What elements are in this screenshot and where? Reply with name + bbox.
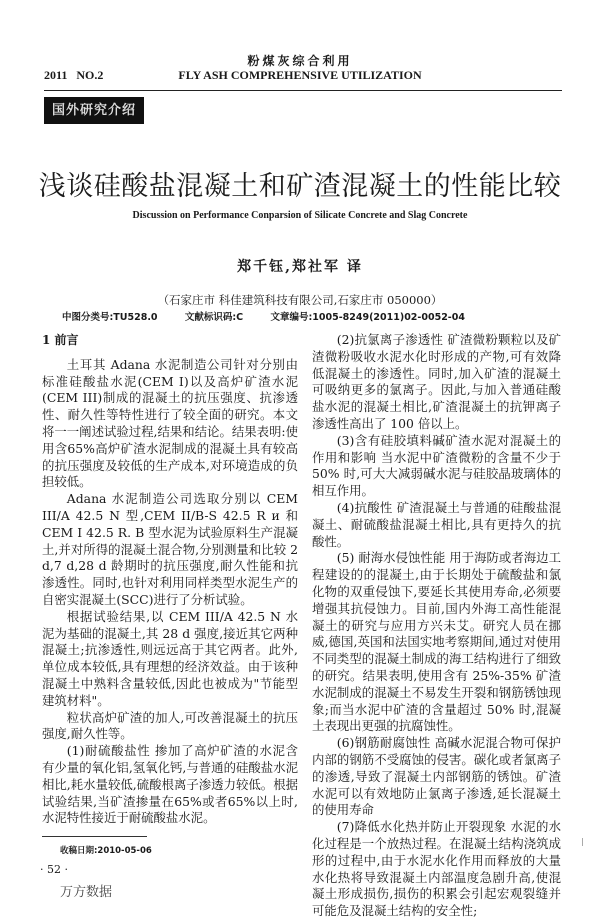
paragraph: 粒状高炉矿渣的加人,可改善混凝土的抗压强度,耐久性等。 [42, 709, 298, 742]
paragraph: (4)抗酸性 矿渣混凝土与普通的硅酸盐混凝土、耐硫酸盐混凝土相比,具有更持久的抗酸性。 [312, 499, 561, 549]
class-number: 中图分类号:TU528.0 [62, 312, 158, 323]
paragraph: (2)抗氯离子渗透性 矿渣微粉颗粒以及矿渣微粉吸收水泥水化时形成的产物,可有效降低混凝土的渗透性。同时,加入矿渣的混凝土可吸纳更多的氯离子。因此,与加入普通硅酸盐水泥的混凝土相比,矿渣混凝土的抗钾离子渗透性高出了 100 倍以上。 [312, 332, 561, 431]
authors: 郑千钰,郑社军 译 [237, 259, 363, 275]
journal-name-en: FLY ASH COMPREHENSIVE UTILIZATION [178, 68, 422, 82]
issue-number: 2011 NO.2 [44, 68, 104, 82]
document-code: 文献标识码:C [184, 312, 244, 323]
page-number: · 52 · [40, 863, 68, 877]
paragraph: (6)钢筋耐腐蚀性 高碱水泥混合物可保护内部的钢筋不受腐蚀的侵害。碳化或者氯离子的渗透,导致了混凝土内部钢筋的锈蚀。矿渣水泥可以有效地防止氯离子渗透,延长混凝土的使用寿命 [312, 735, 561, 818]
classification-line [62, 311, 489, 324]
section-heading: 1 前言 [42, 333, 79, 347]
paragraph: (1)耐硫酸盐性 掺加了高炉矿渣的水泥含有少量的氧化铝,氢氧化钙,与普通的硅酸盐水泥相比,耗水量较低,硫酸根离子渗透力较低。根据试验结果,当矿渣掺量在65%或者65%以上时,水泥特性接近于耐硫酸盐水泥。 [42, 743, 298, 826]
article-subtitle: Discussion on Performance Conparsion of Silicate Concrete and Slag Concrete [132, 210, 468, 221]
left-column [42, 332, 298, 901]
paragraph: (3)含有硅胶填料碱矿渣水泥对混凝土的作用和影响 当水泥中矿渣微粉的含量不少于 50% 时,可大大减弱碱水泥与硅胶晶玻璃体的相互作用。 [312, 432, 561, 499]
column-badge: 国外研究介绍 [44, 97, 144, 124]
right-column [312, 332, 561, 920]
header-rule [44, 90, 562, 91]
paragraph: 土耳其 Adana 水泥制造公司针对分别由标准硅酸盐水泥(CEM I)以及高炉矿渣水泥(CEM III)制成的混凝土的抗压强度、抗渗透性、耐久性等特性进行了较全面的研究。本文将一一阐述试验过程,结果和结论。结果表明:使用含65%高炉矿渣水泥制成的混凝土具有较高的抗压强度及较低的生产成本,对环境造成的负担较低。 [42, 356, 298, 490]
paragraph: 根据试验结果,以 CEM III/A 42.5 N 水泥为基础的混凝土,其 28 d 强度,接近其它两种混凝土;抗渗透性,则远远高于其它两者。此外,单位成本较低,具有理想的经济效益。由于该种混凝土中熟料含量较低,因此也被成为"节能型建筑材料"。 [42, 608, 298, 708]
affiliation: （石家庄市 科佳建筑科技有限公司,石家庄市 050000） [157, 293, 443, 307]
received-date: 收稿日期:2010-05-06 [60, 846, 152, 857]
footnote-rule [42, 836, 147, 837]
paragraph: Adana 水泥制造公司选取分别以 CEM III/A 42.5 N 型,CEM II/B-S 42.5 R и 和 CEM I 42.5 R. B 型水泥为试验原料生产混凝土,并对所得的混凝土混合物,分别测量和比较 2 d,7 d,28 d 龄期时的抗压强度,耐久性能和抗渗透性。同时,也针对利用同样类型水泥生产的自密实混凝土(SCC)进行了分析试验。 [42, 491, 298, 607]
scan-mark [582, 838, 583, 846]
journal-name-cn: 粉煤灰综合利用 [247, 54, 353, 68]
paragraph: (5) 耐海水侵蚀性能 用于海防或者海边工程建设的的混凝土,由于长期处于硫酸盐和氯化物的双重侵蚀下,要延长其使用寿命,必须要增强其抗侵蚀力。目前,国内外海工高性能混凝土的研究与应用方兴未艾。研究人员在挪威,德国,英国和法国实地考察期间,通过对使用不同类型的混凝土制成的海工结构进行了细致的研究。结果表明,使用含有 25%-35% 矿渣水泥制成的混凝土不易发生开裂和钢筋锈蚀现象;而当水泥中矿渣的含量超过 50% 时,混凝土表现出更强的抗腐蚀性。 [312, 550, 561, 734]
article-number: 文章编号:1005-8249(2011)02-0052-04 [270, 312, 465, 323]
paragraph: (7)降低水化热并防止开裂现象 水泥的水化过程是一个放热过程。在混凝土结构浇筑成形的过程中,由于水泥水化作用而释放的大量水化热将导致混凝土内部温度急剧升高,使混凝土形成损伤,损伤的积累会引起宏观裂缝并可能危及混凝土结构的安全性; [312, 819, 561, 919]
watermark: 万方数据 [60, 885, 113, 901]
article-title: 浅谈硅酸盐混凝土和矿渣混凝土的性能比较 [38, 171, 562, 202]
